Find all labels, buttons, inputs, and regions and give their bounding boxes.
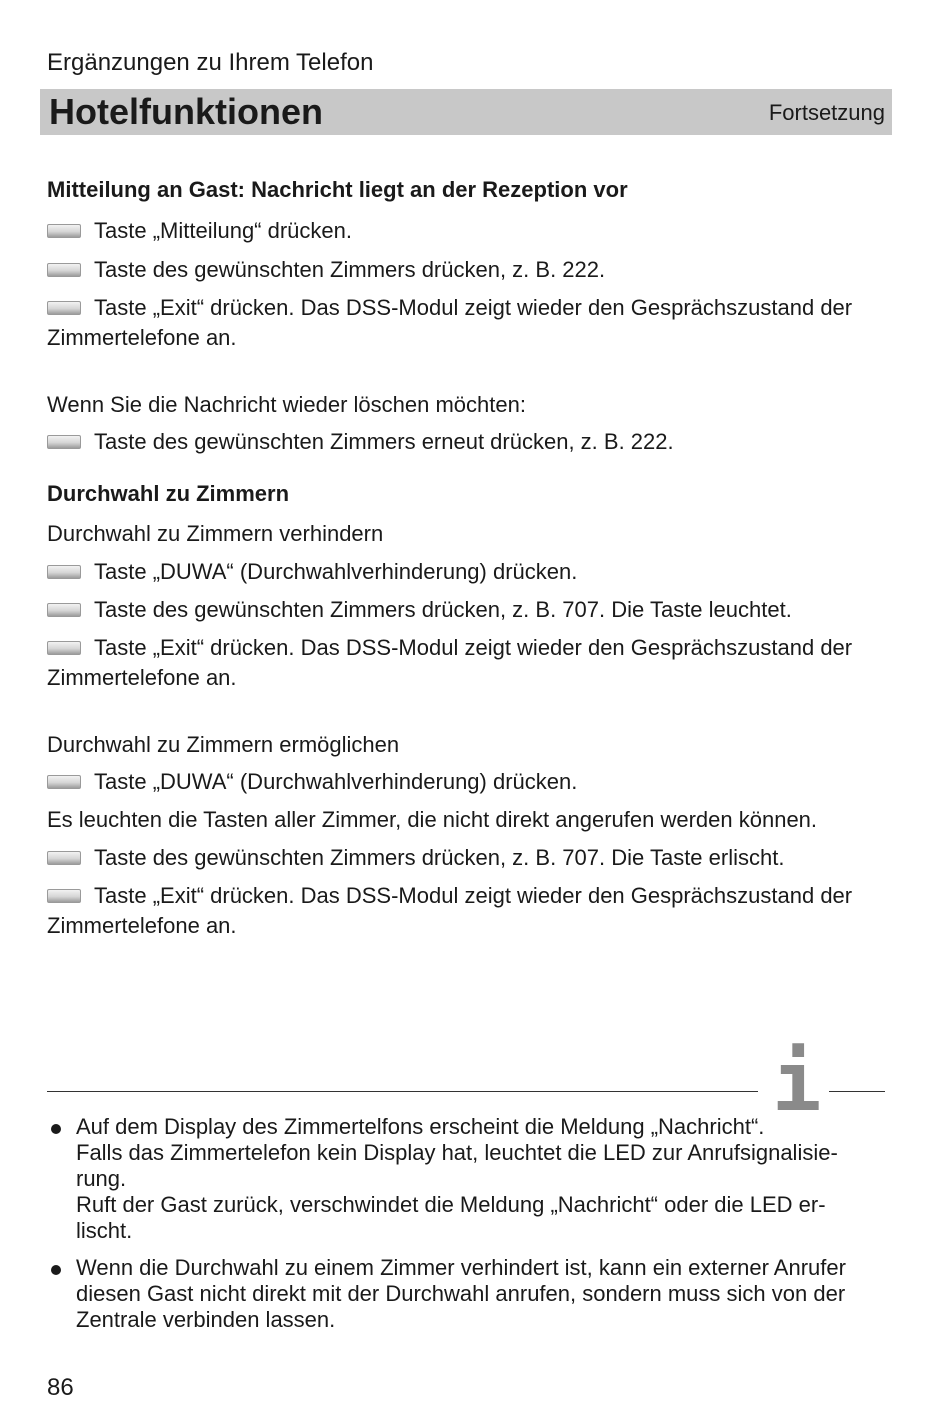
note-line: Ruft der Gast zurück, verschwindet die Meldung „Nachricht“ oder die LED er-: [76, 1192, 826, 1217]
subheading: Durchwahl zu Zimmern ermöglichen: [47, 732, 400, 757]
step-text: Taste „Exit“ drücken. Das DSS-Modul zeigt wieder den Gesprächszustand der: [94, 883, 853, 908]
step-text: Taste „DUWA“ (Durchwahlverhinderung) drücken.: [94, 559, 578, 584]
note-line: Wenn die Durchwahl zu einem Zimmer verhindert ist, kann ein externer Anrufer: [76, 1255, 846, 1280]
step-item: [47, 216, 352, 246]
step-text: Taste „DUWA“ (Durchwahlverhinderung) drücken.: [94, 769, 578, 794]
step-text: Taste des gewünschten Zimmers drücken, z. B. 707. Die Taste erlischt.: [94, 845, 785, 870]
step-text: Taste „Exit“ drücken. Das DSS-Modul zeigt wieder den Gesprächszustand der: [94, 635, 853, 660]
key-icon: [47, 641, 81, 655]
key-icon: [47, 851, 81, 865]
key-icon: [47, 301, 81, 315]
continuation-label: Fortsetzung: [768, 100, 885, 125]
key-icon: [47, 889, 81, 903]
step-item: [47, 255, 605, 285]
step-text-continuation: Zimmertelefone an.: [47, 325, 237, 350]
info-icon: i: [772, 1035, 822, 1130]
step-text: Taste des gewünschten Zimmers drücken, z. B. 222.: [94, 257, 606, 282]
bullet-icon: [51, 1124, 61, 1134]
bullet-icon: [51, 1265, 61, 1275]
step-text: Taste „Exit“ drücken. Das DSS-Modul zeigt wieder den Gesprächszustand der: [94, 295, 853, 320]
note-line: Zentrale verbinden lassen.: [76, 1307, 336, 1332]
step-item: [47, 595, 792, 625]
info-divider-left: [47, 1091, 758, 1092]
step-text: Taste des gewünschten Zimmers drücken, z. B. 707. Die Taste leuchtet.: [94, 597, 792, 622]
key-icon: [47, 263, 81, 277]
step-item: [47, 293, 852, 323]
key-icon: [47, 775, 81, 789]
info-divider-right: [829, 1091, 885, 1092]
step-item: [47, 843, 784, 873]
key-icon: [47, 603, 81, 617]
step-text: Taste „Mitteilung“ drücken.: [94, 218, 352, 243]
section-heading-direct-dial: Durchwahl zu Zimmern: [47, 481, 290, 506]
key-icon: [47, 435, 81, 449]
info-note: [47, 1114, 877, 1244]
note-line: lischt.: [76, 1218, 133, 1243]
paragraph: Es leuchten die Tasten aller Zimmer, die nicht direkt angerufen werden können.: [47, 807, 818, 832]
key-icon: [47, 565, 81, 579]
chapter-title: Ergänzungen zu Ihrem Telefon: [47, 49, 374, 76]
page-title: Hotelfunktionen: [49, 91, 323, 132]
note-line: Falls das Zimmertelefon kein Display hat, leuchtet die LED zur Anrufsignalisie-: [76, 1140, 838, 1165]
note-line: rung.: [76, 1166, 127, 1191]
note-line: diesen Gast nicht direkt mit der Durchwahl anrufen, sondern muss sich von der: [76, 1281, 846, 1306]
step-text: Taste des gewünschten Zimmers erneut drücken, z. B. 222.: [94, 429, 674, 454]
step-text-continuation: Zimmertelefone an.: [47, 665, 237, 690]
info-note: [47, 1255, 877, 1333]
step-item: [47, 633, 852, 663]
note-line: Auf dem Display des Zimmertelfons erscheint die Meldung „Nachricht“.: [76, 1114, 765, 1139]
paragraph: Wenn Sie die Nachricht wieder löschen möchten:: [47, 392, 526, 417]
step-item: [47, 557, 577, 587]
key-icon: [47, 224, 81, 238]
subheading: Durchwahl zu Zimmern verhindern: [47, 521, 384, 546]
step-item: [47, 881, 852, 911]
step-text-continuation: Zimmertelefone an.: [47, 913, 237, 938]
section-heading-message: Mitteilung an Gast: Nachricht liegt an der Rezeption vor: [47, 177, 628, 202]
step-item: [47, 427, 674, 457]
step-item: [47, 767, 577, 797]
page-number: 86: [47, 1374, 74, 1401]
